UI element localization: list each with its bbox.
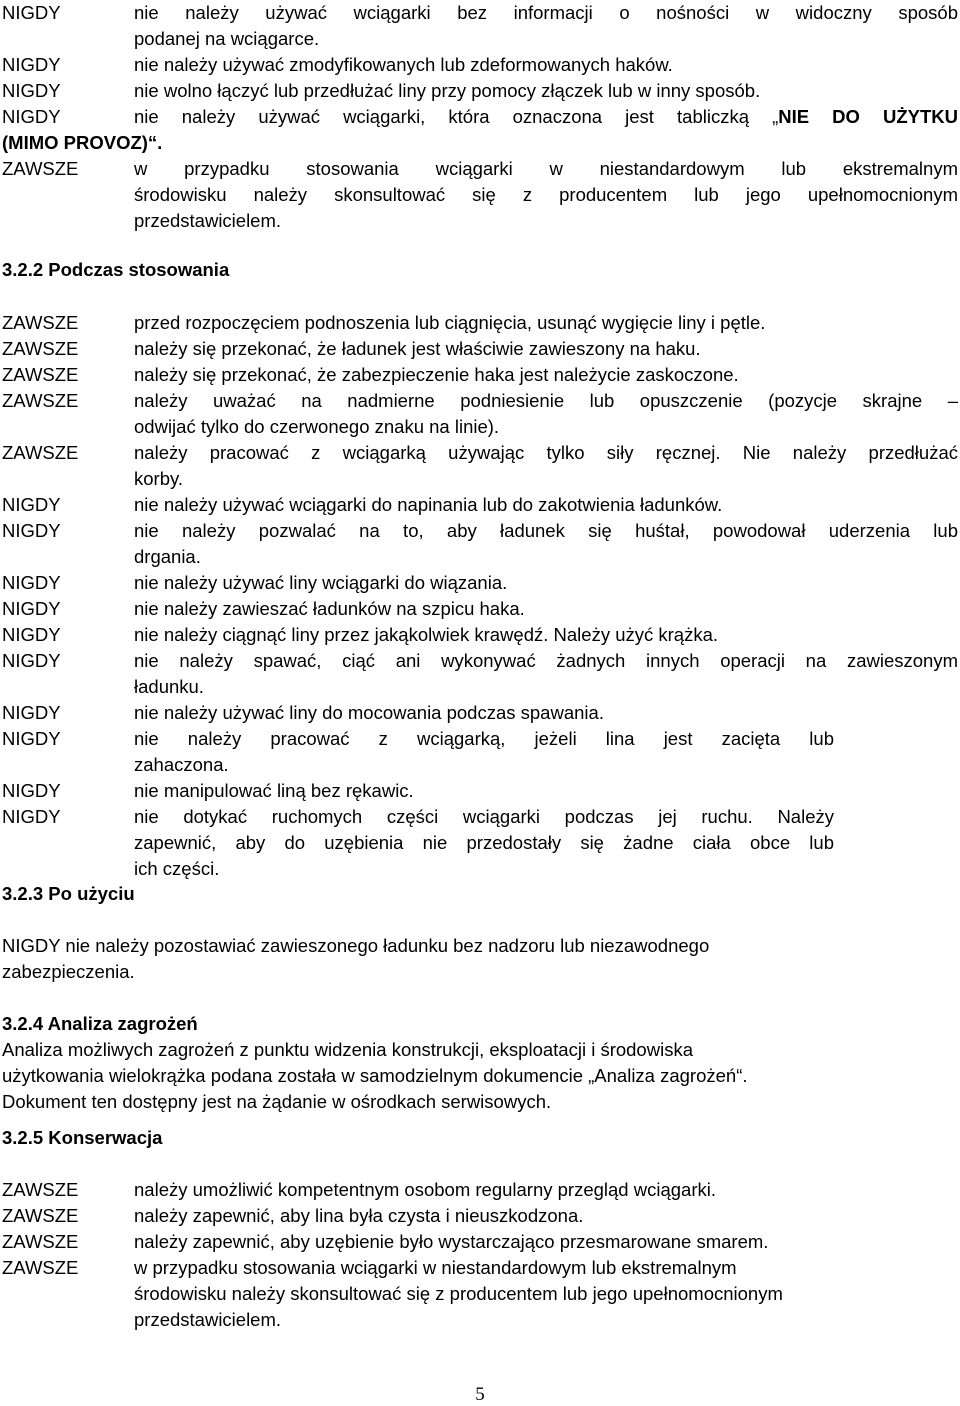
- rule-text: w przypadku stosowania wciągarki w niestandardowym lub ekstremalnym: [134, 1257, 737, 1278]
- rule-text: zahaczona.: [134, 754, 229, 775]
- rule-text: przed rozpoczęciem podnoszenia lub ciągnięcia, usunąć wygięcie liny i pętle.: [134, 312, 766, 333]
- rule-text: środowisku należy skonsultować się z producentem lub jego upełnomocnionym: [134, 1283, 783, 1304]
- rule-text: zapewnić, aby do uzębienia nie przedostały się żadne ciała obce lub: [134, 832, 834, 853]
- rule-keyword: NIGDY: [2, 935, 61, 956]
- section-heading: [2, 1125, 162, 1151]
- rule-keyword: ZAWSZE: [2, 364, 79, 385]
- rule-text: środowisku należy skonsultować się z producentem lub jego upełnomocnionym: [134, 184, 958, 205]
- rule-keyword: ZAWSZE: [2, 158, 79, 179]
- rule-text: nie należy spawać, ciąć ani wykonywać żadnych innych operacji na zawieszonym: [134, 650, 958, 671]
- rule-keyword: NIGDY: [2, 520, 61, 541]
- rule-text: podanej na wciągarce.: [134, 28, 320, 49]
- section-number: 3.2.5: [2, 1127, 44, 1148]
- rule-text: przedstawicielem.: [134, 1309, 282, 1330]
- rule-keyword: NIGDY: [2, 2, 61, 23]
- rule-text: ładunku.: [134, 676, 204, 697]
- rule-text: nie dotykać ruchomych części wciągarki podczas jej ruchu. Należy: [134, 806, 834, 827]
- rule-keyword: NIGDY: [2, 728, 61, 749]
- section-title: Po użyciu: [48, 883, 135, 904]
- section-title: Analiza zagrożeń: [47, 1013, 198, 1034]
- rule-keyword: NIGDY: [2, 494, 61, 515]
- rule-text: nie wolno łączyć lub przedłużać liny przy pomocy złączek lub w inny sposób.: [134, 80, 761, 101]
- rule-keyword: ZAWSZE: [2, 1179, 79, 1200]
- section-number: 3.2.3: [2, 883, 44, 904]
- rule-text: przedstawicielem.: [134, 210, 282, 231]
- rule-keyword: NIGDY: [2, 702, 61, 723]
- rule-text: nie należy używać zmodyfikowanych lub zdeformowanych haków.: [134, 54, 673, 75]
- rule-text: nie należy używać liny wciągarki do wiązania.: [134, 572, 508, 593]
- rule-text: nie należy używać wciągarki do napinania lub do zakotwienia ładunków.: [134, 494, 723, 515]
- rule-keyword: ZAWSZE: [2, 1257, 79, 1278]
- section-number: 3.2.2: [2, 259, 44, 280]
- rule-keyword: NIGDY: [2, 806, 61, 827]
- rule-text: ich części.: [134, 858, 220, 879]
- section-heading: [2, 1011, 198, 1037]
- rule-keyword: NIGDY: [2, 624, 61, 645]
- section-risk-analysis: [2, 1037, 958, 1115]
- rule-text: nie należy pozwalać na to, aby ładunek się huśtał, powodował uderzenia lub: [134, 520, 958, 541]
- section-title: Podczas stosowania: [48, 259, 230, 280]
- rule-text: odwijać tylko do czerwonego znaku na linie).: [134, 416, 500, 437]
- rule-text-bold: NIE DO UŻYTKU: [778, 106, 958, 127]
- rule-text: należy umożliwić kompetentnym osobom regularny przegląd wciągarki.: [134, 1179, 716, 1200]
- section-title: Konserwacja: [48, 1127, 163, 1148]
- rule-text: nie należy zawieszać ładunków na szpicu haka.: [134, 598, 525, 619]
- rule-text-continuation: (MIMO PROVOZ)“.: [2, 132, 163, 153]
- paragraph-line: użytkowania wielokrążka podana została w samodzielnym dokumencie „Analiza zagrożeń“.: [2, 1065, 748, 1086]
- rule-text: nie należy pozostawiać zawieszonego ładunku bez nadzoru lub niezawodnego: [65, 935, 710, 956]
- rule-text: nie należy ciągnąć liny przez jakąkolwiek krawędź. Należy użyć krążka.: [134, 624, 719, 645]
- rule-keyword: NIGDY: [2, 650, 61, 671]
- rule-text: należy się przekonać, że zabezpieczenie haka jest należycie zaskoczone.: [134, 364, 739, 385]
- rule-text: korby.: [134, 468, 184, 489]
- rule-keyword: ZAWSZE: [2, 1231, 79, 1252]
- paragraph-line: Dokument ten dostępny jest na żądanie w ośrodkach serwisowych.: [2, 1091, 552, 1112]
- section-after-use: [2, 933, 958, 985]
- rule-keyword: NIGDY: [2, 106, 61, 127]
- rule-keyword: ZAWSZE: [2, 1205, 79, 1226]
- rule-text: należy zapewnić, aby uzębienie było wystarczająco przesmarowane smarem.: [134, 1231, 769, 1252]
- rule-text: należy pracować z wciągarką używając tylko siły ręcznej. Nie należy przedłużać: [134, 442, 958, 463]
- rule-text: należy się przekonać, że ładunek jest właściwie zawieszony na haku.: [134, 338, 701, 359]
- rule-keyword: ZAWSZE: [2, 442, 79, 463]
- rule-text: należy uważać na nadmierne podniesienie lub opuszczenie (pozycje skrajne –: [134, 390, 958, 411]
- rule-text: nie należy używać liny do mocowania podczas spawania.: [134, 702, 604, 723]
- rule-text: należy zapewnić, aby lina była czysta i nieuszkodzona.: [134, 1205, 584, 1226]
- rule-text: zabezpieczenia.: [2, 961, 135, 982]
- section-heading: [2, 881, 135, 907]
- rule-keyword: NIGDY: [2, 572, 61, 593]
- rule-keyword: ZAWSZE: [2, 338, 79, 359]
- rule-text: w przypadku stosowania wciągarki w niestandardowym lub ekstremalnym: [134, 158, 958, 179]
- rule-keyword: NIGDY: [2, 80, 61, 101]
- rule-keyword: NIGDY: [2, 54, 61, 75]
- page-number: 5: [475, 1384, 485, 1405]
- rule-keyword: NIGDY: [2, 598, 61, 619]
- paragraph-line: Analiza możliwych zagrożeń z punktu widzenia konstrukcji, eksploatacji i środowiska: [2, 1039, 693, 1060]
- rule-text: nie należy używać wciągarki bez informacji o nośności w widoczny sposób: [134, 2, 958, 23]
- rule-keyword: ZAWSZE: [2, 312, 79, 333]
- section-number: 3.2.4: [2, 1013, 44, 1034]
- rule-text: nie należy pracować z wciągarką, jeżeli lina jest zacięta lub: [134, 728, 834, 749]
- section-heading: [2, 257, 229, 283]
- rule-keyword: ZAWSZE: [2, 390, 79, 411]
- rule-keyword: NIGDY: [2, 780, 61, 801]
- rule-text: nie należy używać wciągarki, która oznaczona jest tabliczką „: [134, 106, 779, 127]
- rule-text: nie manipulować liną bez rękawic.: [134, 780, 414, 801]
- rule-text: drgania.: [134, 546, 201, 567]
